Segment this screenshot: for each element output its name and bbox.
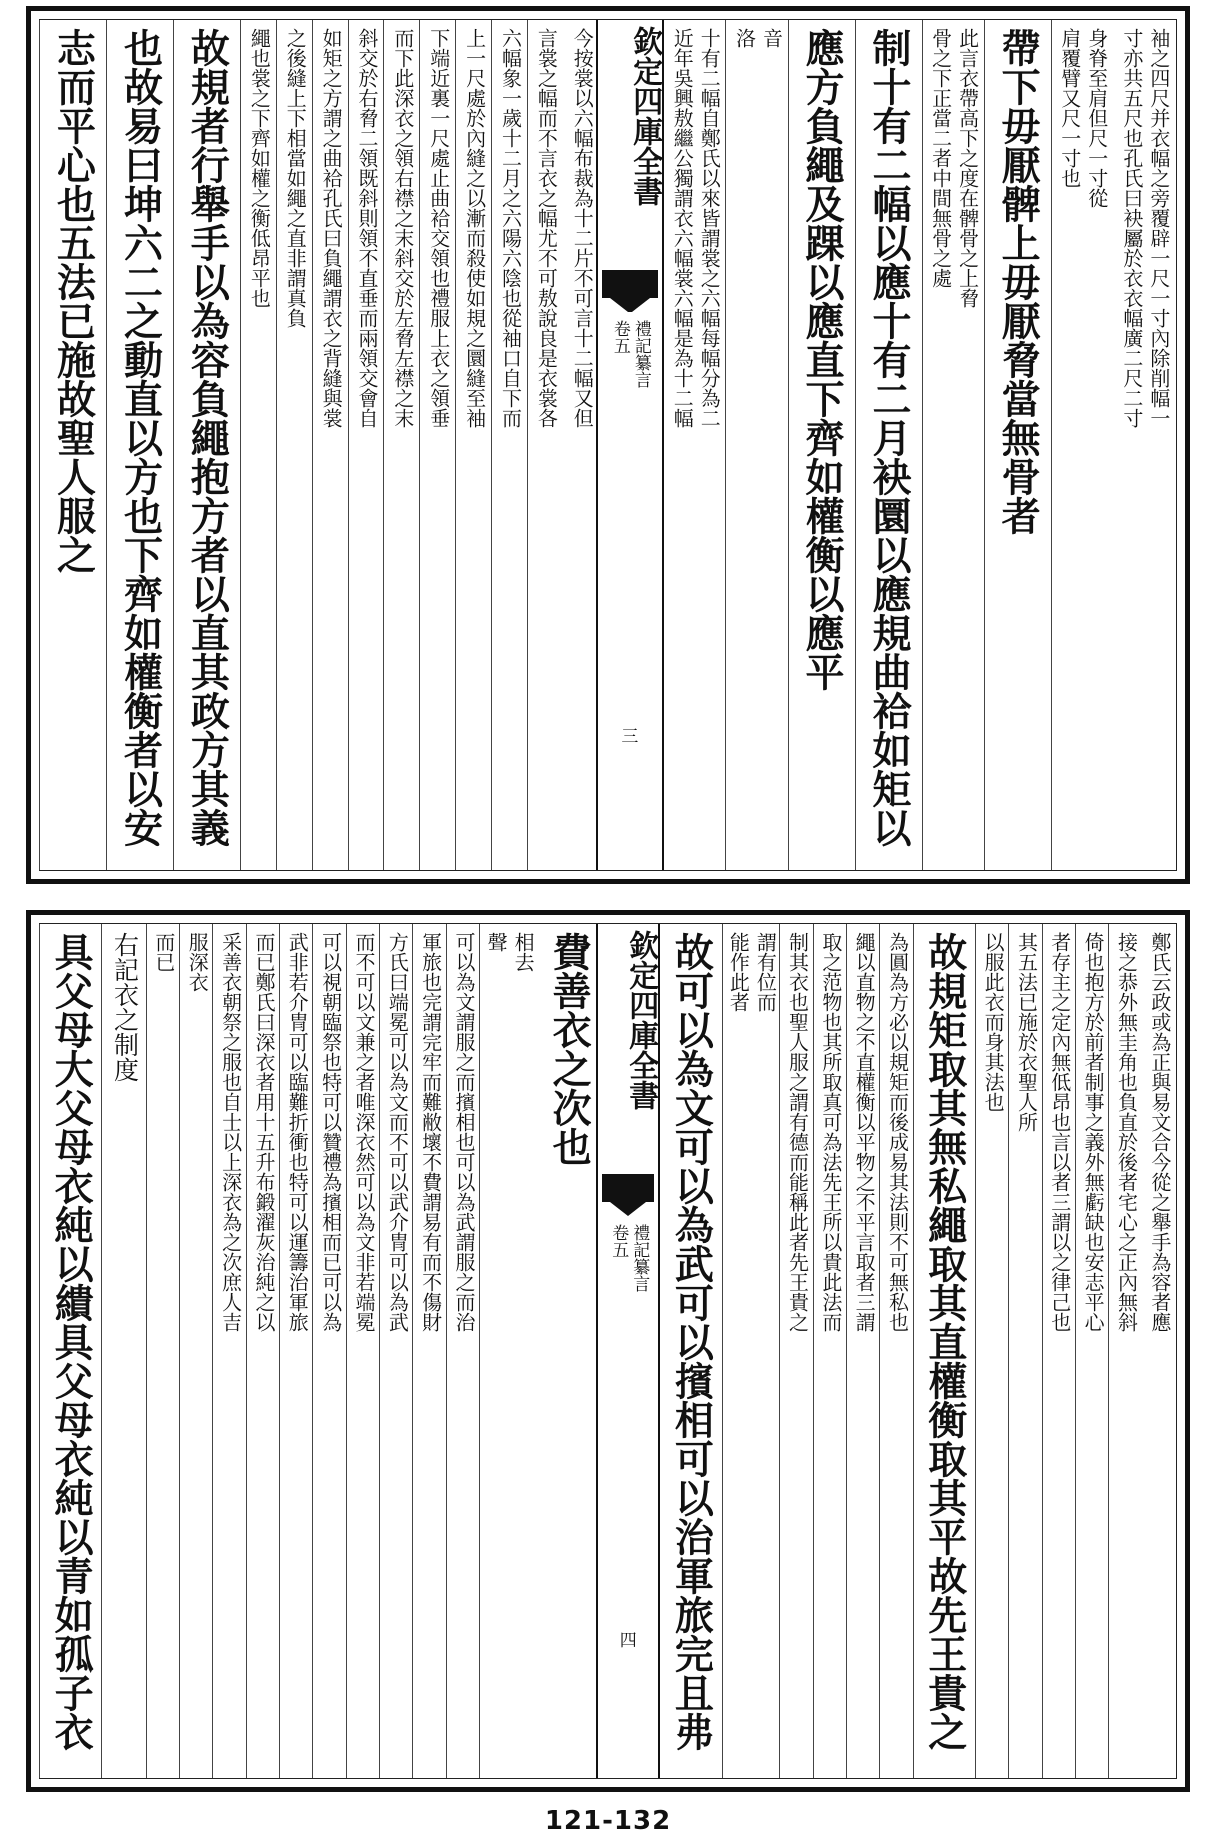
main-text-column bbox=[39, 20, 107, 870]
note-line: 十有二幅自鄭氏以來皆謂裳之六幅每幅分為二 bbox=[697, 28, 722, 428]
main-text-column bbox=[106, 20, 174, 870]
column-text: 可以為文謂服之而擯相也可以為武謂服之而治 bbox=[452, 932, 477, 1332]
column-text: 故可以為文可以為武可以擯相可以治軍旅完且弗 bbox=[668, 932, 715, 1751]
fish-tail-mark-icon bbox=[602, 1174, 654, 1202]
column-text: 應方負繩及踝以應直下齊如權衡以應平 bbox=[799, 28, 846, 691]
commentary-column bbox=[922, 20, 985, 870]
note-line: 寸亦共五尺也孔氏曰袂屬於衣衣幅廣二尺二寸 bbox=[1119, 28, 1144, 428]
column-text: 斜交於右脅二領既斜則領不直垂而兩領交會自 bbox=[354, 28, 379, 428]
main-text-column bbox=[788, 20, 856, 870]
commentary-column bbox=[663, 20, 726, 870]
commentary-column bbox=[1051, 20, 1114, 870]
commentary-column bbox=[491, 20, 528, 870]
lower-page-frame bbox=[39, 923, 1177, 1779]
note-line: 近年吳興敖繼公獨謂衣六幅裳六幅是為十二幅 bbox=[670, 28, 695, 428]
column-text: 制其衣也聖人服之謂有德而能稱此者先王貴之 bbox=[785, 932, 810, 1332]
column-text: 方氏曰端冕可以為文而不可以武介冑可以為武 bbox=[385, 932, 410, 1332]
commentary-column bbox=[1075, 924, 1109, 1778]
main-text-column bbox=[173, 20, 241, 870]
spine-subtitle-line: 禮記纂言 bbox=[629, 1224, 650, 1292]
commentary-column bbox=[527, 20, 564, 870]
main-text-column bbox=[913, 924, 976, 1778]
commentary-column bbox=[246, 924, 280, 1778]
spine-column bbox=[596, 924, 660, 1778]
upper-page bbox=[26, 6, 1190, 884]
column-text: 六幅象一歲十二月之六陽六陰也從袖口自下而 bbox=[498, 28, 523, 428]
commentary-column bbox=[348, 20, 385, 870]
double-line-note bbox=[732, 28, 782, 48]
note-line: 肩覆臂又尺一寸也 bbox=[1057, 28, 1082, 188]
section-heading bbox=[101, 924, 146, 1778]
note-line: 聲 bbox=[484, 932, 509, 952]
column-text: 繩也裳之下齊如權之衡低昂平也 bbox=[247, 28, 272, 308]
double-line-note bbox=[726, 932, 776, 1012]
note-line: 身脊至肩但尺一寸從 bbox=[1084, 28, 1109, 208]
commentary-column bbox=[446, 924, 480, 1778]
column-text: 志而平心也五法已施故聖人服之 bbox=[50, 28, 97, 574]
column-text: 為圓為方必以規矩而後成易其法則不可無私也 bbox=[885, 932, 910, 1332]
commentary-column bbox=[455, 20, 492, 870]
column-text: 費善衣之次也 bbox=[546, 932, 593, 1166]
commentary-column bbox=[846, 924, 880, 1778]
note-line: 謂有位而 bbox=[753, 932, 778, 1012]
spine-title: 欽定四庫全書 bbox=[623, 930, 659, 1110]
commentary-column bbox=[725, 20, 788, 870]
column-text: 接之恭外無圭角也負直於後者宅心之正內無斜 bbox=[1114, 932, 1139, 1332]
commentary-column bbox=[564, 20, 600, 870]
commentary-column bbox=[813, 924, 847, 1778]
double-line-note bbox=[1120, 28, 1170, 428]
commentary-column bbox=[479, 924, 538, 1778]
spine-subtitle-line: 卷五 bbox=[608, 1224, 629, 1258]
folio-number: 121-132 bbox=[544, 1806, 672, 1836]
upper-page-frame bbox=[39, 19, 1177, 871]
spine-subtitle-line: 禮記纂言 bbox=[630, 320, 651, 388]
column-text: 鄭氏云政或為正與易文合今從之舉手為容者應 bbox=[1147, 932, 1172, 1332]
column-text: 上一尺處於內縫之以漸而殺使如規之圜縫至袖 bbox=[462, 28, 487, 428]
column-text: 也故易曰坤六二之動直以方也下齊如權衡者以安 bbox=[117, 28, 164, 847]
column-text: 取之范物也其所取真可為法先王所以貴此法而 bbox=[818, 932, 843, 1332]
column-text: 言裳之幅而不言衣之幅尤不可敖說良是衣裳各 bbox=[534, 28, 559, 428]
spine-page-number: 三 bbox=[621, 727, 639, 747]
commentary-column bbox=[1042, 924, 1076, 1778]
column-text: 故規者行舉手以為容負繩抱方者以直其政方其義 bbox=[184, 28, 231, 847]
main-text-column bbox=[39, 924, 102, 1778]
note-line: 洛 bbox=[732, 28, 757, 48]
lower-page bbox=[26, 910, 1190, 1792]
column-text: 倚也抱方於前者制事之義外無虧缺也安志平心 bbox=[1081, 932, 1106, 1332]
column-text: 可以視朝臨祭也特可以贊禮為擯相而已可以為 bbox=[318, 932, 343, 1332]
commentary-column bbox=[379, 924, 413, 1778]
commentary-column bbox=[1108, 924, 1142, 1778]
note-line: 骨之下正當二者中間無骨之處 bbox=[928, 28, 953, 288]
commentary-column bbox=[279, 924, 313, 1778]
spine-subtitle bbox=[598, 1224, 658, 1292]
double-line-note bbox=[484, 932, 534, 972]
note-line: 此言衣帶高下之度在髀骨之上脅 bbox=[955, 28, 980, 308]
main-text-column bbox=[855, 20, 923, 870]
spine-subtitle-line: 卷五 bbox=[609, 320, 630, 354]
column-text: 之後縫上下相當如繩之直非謂真負 bbox=[283, 28, 308, 328]
main-text-column bbox=[659, 924, 722, 1778]
column-text: 右記衣之制度 bbox=[110, 932, 140, 1082]
commentary-column bbox=[312, 924, 346, 1778]
column-text: 其五法已施於衣聖人所 bbox=[1014, 932, 1039, 1132]
column-text: 今按裳以六幅布裁為十二片不可言十二幅又但 bbox=[570, 28, 595, 428]
commentary-column bbox=[1114, 20, 1176, 870]
column-text: 者存主之定內無低昂也言以者三謂以之律己也 bbox=[1047, 932, 1072, 1332]
column-text: 武非若介冑可以臨難折衝也特可以運籌治軍旅 bbox=[285, 932, 310, 1332]
column-text: 而已 bbox=[151, 932, 176, 972]
commentary-column bbox=[276, 20, 313, 870]
note-line: 能作此者 bbox=[726, 932, 751, 1012]
column-text: 制十有二幅以應十有二月袂圜以應規曲袷如矩以 bbox=[866, 28, 913, 847]
note-line: 音 bbox=[759, 28, 784, 48]
spine-subtitle bbox=[598, 320, 663, 388]
spine-column bbox=[596, 20, 665, 870]
commentary-column bbox=[312, 20, 349, 870]
column-text: 故規矩取其無私繩取其直權衡取其平故先王貴之 bbox=[921, 932, 968, 1751]
commentary-column bbox=[212, 924, 246, 1778]
column-text: 而已鄭氏曰深衣者用十五升布鍛濯灰治純之以 bbox=[251, 932, 276, 1332]
main-text-column bbox=[538, 924, 600, 1778]
column-text: 采善衣朝祭之服也自士以上深衣為之次庶人吉 bbox=[218, 932, 243, 1332]
fish-tail-mark-icon bbox=[602, 270, 659, 298]
commentary-column bbox=[879, 924, 913, 1778]
double-line-note bbox=[1058, 28, 1108, 208]
main-text-column bbox=[984, 20, 1052, 870]
commentary-column bbox=[240, 20, 277, 870]
commentary-column bbox=[975, 924, 1009, 1778]
column-text: 帶下毋厭髀上毋厭脅當無骨者 bbox=[995, 28, 1042, 535]
commentary-column bbox=[346, 924, 380, 1778]
commentary-column bbox=[412, 924, 446, 1778]
column-text: 而下此深衣之領右襟之末斜交於左脅左襟之末 bbox=[390, 28, 415, 428]
column-text: 而不可以文兼之者唯深衣然可以為文非若端冕 bbox=[351, 932, 376, 1332]
commentary-column bbox=[146, 924, 180, 1778]
commentary-column bbox=[1008, 924, 1042, 1778]
double-line-note bbox=[670, 28, 720, 428]
column-text: 具父母大父母衣純以繢具父母衣純以青如孤子衣 bbox=[48, 932, 95, 1751]
spine-title: 欽定四庫全書 bbox=[627, 26, 663, 206]
column-text: 如矩之方謂之曲袷孔氏曰負繩謂衣之背縫與裳 bbox=[319, 28, 344, 428]
commentary-column bbox=[722, 924, 781, 1778]
note-line: 相去 bbox=[511, 932, 536, 972]
double-line-note bbox=[929, 28, 979, 308]
column-text: 軍旅也完謂完牢而難敝壞不費謂易有而不傷財 bbox=[418, 932, 443, 1332]
spine-page-number: 四 bbox=[619, 1631, 637, 1651]
commentary-column bbox=[1143, 924, 1176, 1778]
column-text: 繩以直物之不直權衡以平物之不平言取者三謂 bbox=[852, 932, 877, 1332]
commentary-column bbox=[179, 924, 213, 1778]
column-text: 服深衣 bbox=[185, 932, 210, 992]
column-text: 下端近裏一尺處止曲袷交領也禮服上衣之領垂 bbox=[426, 28, 451, 428]
commentary-column bbox=[419, 20, 456, 870]
commentary-column bbox=[383, 20, 420, 870]
note-line: 袖之四尺并衣幅之旁覆辟一尺一寸內除削幅一 bbox=[1146, 28, 1171, 428]
commentary-column bbox=[779, 924, 813, 1778]
column-text: 以服此衣而身其法也 bbox=[981, 932, 1006, 1112]
